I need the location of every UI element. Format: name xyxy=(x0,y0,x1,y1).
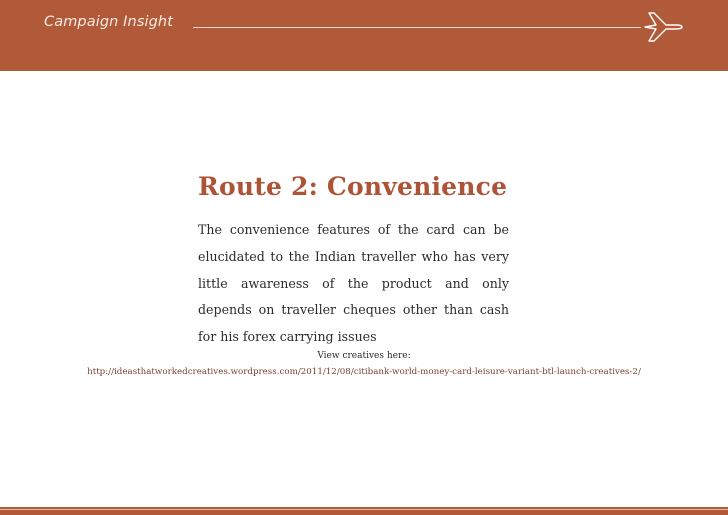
header-title: Campaign Insight xyxy=(44,14,173,30)
creatives-label: View creatives here: xyxy=(317,351,411,361)
header-divider xyxy=(193,27,641,28)
header-bar xyxy=(0,0,728,71)
footer-divider xyxy=(0,509,728,510)
description-paragraph: The convenience features of the card can be elucidated to the Indian traveller who has very little awareness of the product and only depends on traveller cheques other than cash for his forex carrying issues xyxy=(198,222,509,345)
creatives-link[interactable]: http://ideasthatworkedcreatives.wordpress.com/2011/12/08/citibank-world-money-card-leisure-variant-btl-launch-creatives-2/ xyxy=(87,367,641,377)
airplane-icon xyxy=(642,8,684,46)
page-title: Route 2: Convenience xyxy=(198,172,508,201)
